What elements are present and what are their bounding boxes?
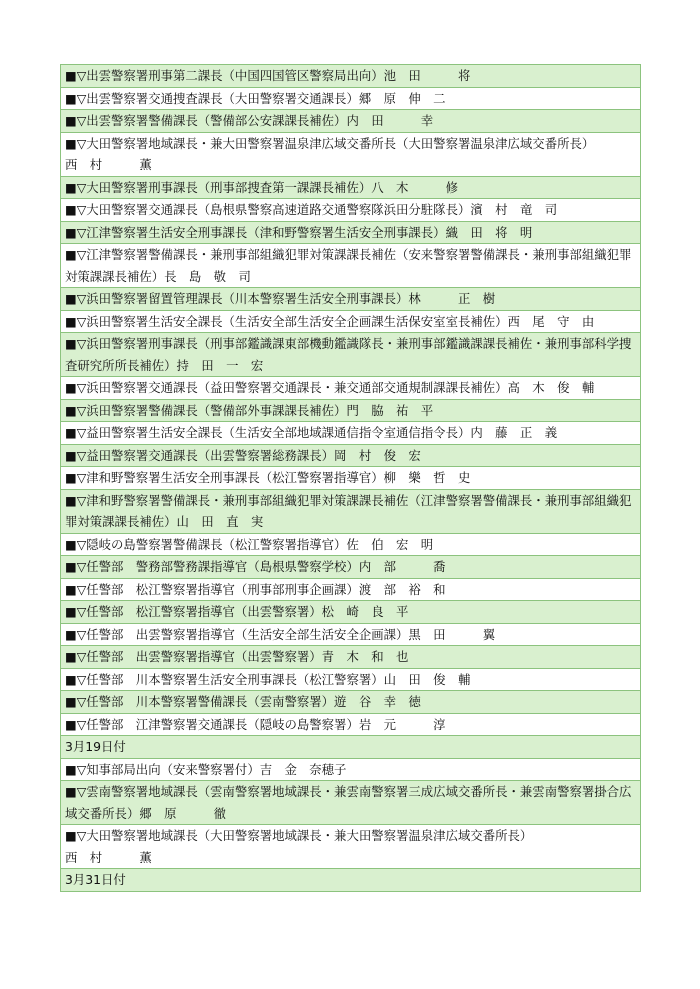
table-row: ■▽任警部 川本警察署警備課長（雲南警察署）遊 谷 幸 徳 (60, 691, 641, 714)
table-row: ■▽出雲警察署刑事第二課長（中国四国管区警察局出向）池 田 将 (60, 65, 641, 88)
table-row: ■▽大田警察署地域課長・兼大田警察署温泉津広域交番所長（大田警察署温泉津広域交番所長） 西 村 薫 (60, 133, 641, 177)
table-row: ■▽出雲警察署交通捜査課長（大田警察署交通課長）郷 原 伸 二 (60, 88, 641, 111)
table-row: ■▽出雲警察署警備課長（警備部公安課課長補佐）内 田 幸 (60, 110, 641, 133)
table-row: ■▽浜田警察署生活安全課長（生活安全部生活安全企画課生活保安室室長補佐）西 尾 守 由 (60, 311, 641, 334)
table-row: ■▽江津警察署生活安全刑事課長（津和野警察署生活安全刑事課長）織 田 将 明 (60, 222, 641, 245)
table-row: ■▽大田警察署交通課長（島根県警察高速道路交通警察隊浜田分駐隊長）濱 村 竜 司 (60, 199, 641, 222)
table-row: ■▽浜田警察署警備課長（警備部外事課課長補佐）門 脇 祐 平 (60, 400, 641, 423)
table-row: ■▽知事部局出向（安来警察署付）吉 金 奈穂子 (60, 759, 641, 782)
table-row: ■▽任警部 松江警察署指導官（刑事部刑事企画課）渡 部 裕 和 (60, 579, 641, 602)
table-row: ■▽雲南警察署地域課長（雲南警察署地域課長・兼雲南警察署三成広域交番所長・兼雲南警察署掛合広域交番所長）郷 原 徹 (60, 781, 641, 825)
table-row: ■▽任警部 松江警察署指導官（出雲警察署）松 崎 良 平 (60, 601, 641, 624)
table-row: ■▽隠岐の島警察署警備課長（松江警察署指導官）佐 伯 宏 明 (60, 534, 641, 557)
table-row: ■▽浜田警察署留置管理課長（川本警察署生活安全刑事課長）林 正 樹 (60, 288, 641, 311)
table-row: ■▽大田警察署刑事課長（刑事部捜査第一課課長補佐）八 木 修 (60, 177, 641, 200)
personnel-table (60, 64, 641, 892)
table-row: ■▽任警部 警務部警務課指導官（島根県警察学校）内 部 喬 (60, 556, 641, 579)
table-row: ■▽浜田警察署交通課長（益田警察署交通課長・兼交通部交通規制課課長補佐）高 木 俊 輔 (60, 377, 641, 400)
table-row: ■▽大田警察署地域課長（大田警察署地域課長・兼大田警察署温泉津広域交番所長） 西 村 薫 (60, 825, 641, 869)
table-row: ■▽益田警察署生活安全課長（生活安全部地域課通信指令室通信指令長）内 藤 正 義 (60, 422, 641, 445)
table-row: ■▽任警部 出雲警察署指導官（生活安全部生活安全企画課）黒 田 翼 (60, 624, 641, 647)
table-row: ■▽任警部 江津警察署交通課長（隠岐の島警察署）岩 元 淳 (60, 714, 641, 737)
date-heading-row: 3月31日付 (60, 869, 641, 892)
table-row: ■▽任警部 川本警察署生活安全刑事課長（松江警察署）山 田 俊 輔 (60, 669, 641, 692)
table-row: ■▽益田警察署交通課長（出雲警察署総務課長）岡 村 俊 宏 (60, 445, 641, 468)
table-row: ■▽津和野警察署警備課長・兼刑事部組織犯罪対策課課長補佐（江津警察署警備課長・兼刑事部組織犯罪対策課課長補佐）山 田 直 実 (60, 490, 641, 534)
date-heading-row: 3月19日付 (60, 736, 641, 759)
table-row: ■▽江津警察署警備課長・兼刑事部組織犯罪対策課課長補佐（安来警察署警備課長・兼刑事部組織犯罪対策課課長補佐）長 島 敬 司 (60, 244, 641, 288)
table-row: ■▽浜田警察署刑事課長（刑事部鑑識課東部機動鑑識隊長・兼刑事部鑑識課課長補佐・兼刑事部科学捜査研究所所長補佐）持 田 一 宏 (60, 333, 641, 377)
table-row: ■▽任警部 出雲警察署指導官（出雲警察署）青 木 和 也 (60, 646, 641, 669)
table-row: ■▽津和野警察署生活安全刑事課長（松江警察署指導官）柳 樂 哲 史 (60, 467, 641, 490)
